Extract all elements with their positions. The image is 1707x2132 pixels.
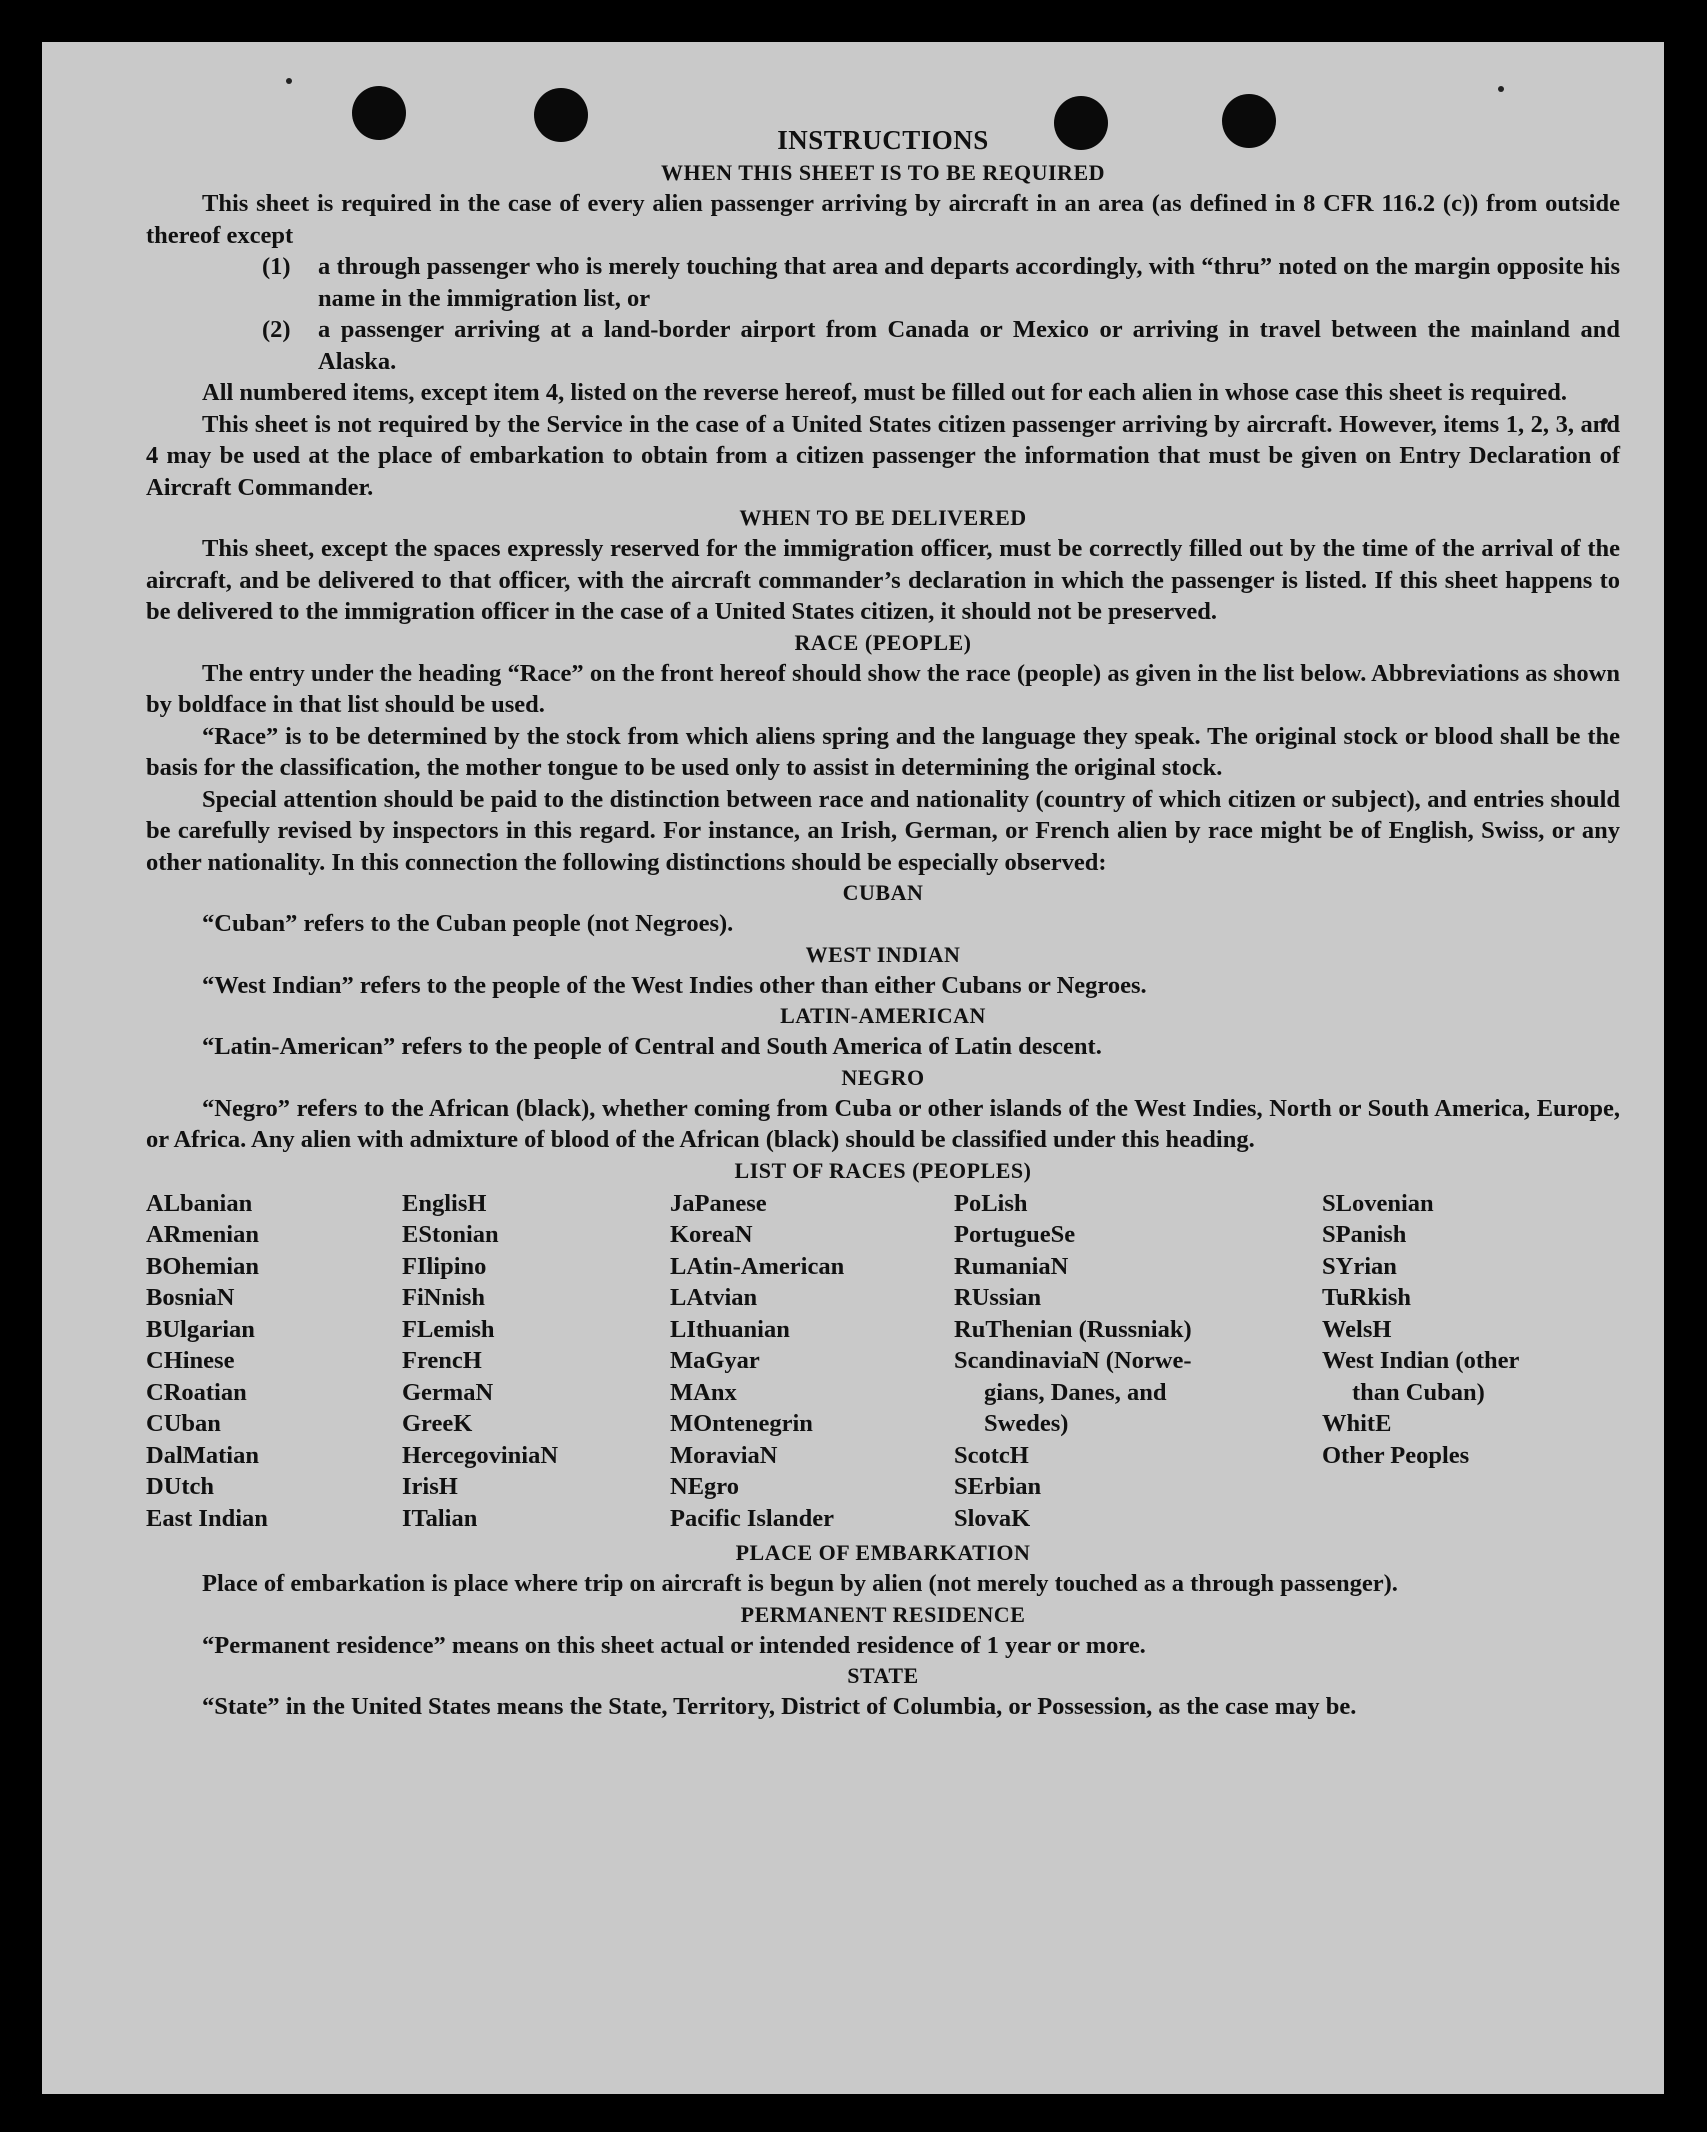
heading-list-of-races: LIST OF RACES (PEOPLES) (734, 1157, 1032, 1183)
race-item: MoraviaN (670, 1441, 778, 1469)
race-item: LAtvian (670, 1284, 758, 1311)
west-indian-text: “West Indian” refers to the people of the West Indies other than either Cubans or Negroes. (202, 971, 1147, 999)
race-item: ITalian (402, 1504, 478, 1532)
required-para: All numbered items, except item 4, listed on the reverse hereof, must be filled out for each alien in whose case this sheet is required. (202, 379, 1568, 406)
race-item: ScotcH (954, 1441, 1029, 1469)
race-item: NEgro (670, 1473, 739, 1500)
race-item: ARmenian (146, 1221, 259, 1248)
race-item: KoreaN (670, 1221, 753, 1248)
heading-delivered: WHEN TO BE DELIVERED (739, 505, 1027, 530)
exception-text: a through passenger who is merely touching that area and departs accordingly, with “thru” noted on the margin opposite his name in the immigration list, or (318, 253, 1620, 312)
race-item: WhitE (1322, 1410, 1392, 1437)
race-item: Pacific Islander (670, 1504, 834, 1532)
race-item: RuThenian (Russniak) (954, 1315, 1192, 1343)
residence-text: “Permanent residence” means on this sheet actual or intended residence of 1 year or more. (202, 1631, 1146, 1659)
race-item: BosniaN (146, 1284, 235, 1311)
exception-text: a passenger arriving at a land-border airport from Canada or Mexico or arriving in travel between the mainland and Alaska. (318, 316, 1620, 375)
exception-item (262, 314, 1620, 377)
race-item: East Indian (146, 1504, 268, 1532)
race-item: EStonian (402, 1221, 499, 1248)
race-item: MaGyar (670, 1347, 760, 1374)
race-item: MOntenegrin (670, 1410, 813, 1437)
race-item: ScandinaviaN (Norwe- (954, 1347, 1192, 1374)
race-item: HercegoviniaN (402, 1441, 559, 1469)
negro-text: “Negro” refers to the African (black), whether coming from Cuba or other islands of the West Indies, North or South America, Europe, or Africa. Any alien with admixture of blood of the African (black) should be classified under this heading. (146, 1094, 1620, 1153)
races-column-5 (1322, 1188, 1620, 1535)
race-item: SPanish (1322, 1221, 1407, 1248)
race-item: FLemish (402, 1315, 495, 1343)
race-item: BOhemian (146, 1252, 259, 1280)
race-item: CRoatian (146, 1378, 247, 1406)
latin-american-text: “Latin-American” refers to the people of Central and South America of Latin descent. (202, 1033, 1102, 1060)
heading-required: WHEN THIS SHEET IS TO BE REQUIRED (660, 160, 1106, 185)
race-item: FIlipino (402, 1252, 487, 1280)
race-item: Swedes) (984, 1410, 1069, 1437)
heading-latin-american: LATIN-AMERICAN (780, 1003, 986, 1028)
race-item: gians, Danes, and (984, 1378, 1167, 1406)
race-item: PoLish (954, 1189, 1028, 1217)
race-item: LIthuanian (670, 1315, 790, 1343)
required-para: This sheet is not required by the Service in the case of a United States citizen passenger arriving by aircraft. However, items 1, 2, 3, and 4 may be used at the place of embarkation to obtain from a citizen passenger the information that must be given on Entry Declaration of Aircraft Commander. (146, 410, 1620, 501)
speck (286, 78, 292, 84)
race-item: Other Peoples (1322, 1441, 1470, 1469)
required-intro: This sheet is required in the case of every alien passenger arriving by aircraft in an area (as defined in 8 CFR 116.2 (c)) from outside thereof except (146, 190, 1620, 249)
page-title: INSTRUCTIONS (777, 125, 989, 155)
cuban-text: “Cuban” refers to the Cuban people (not Negroes). (202, 910, 734, 937)
heading-race: RACE (PEOPLE) (794, 629, 972, 655)
race-item: CUban (146, 1410, 221, 1437)
race-item: than Cuban) (1352, 1378, 1485, 1406)
race-item: West Indian (other (1322, 1347, 1520, 1374)
embarkation-text: Place of embarkation is place where trip on aircraft is begun by alien (not merely touched as a through passenger). (202, 1570, 1398, 1597)
document-sheet (42, 42, 1664, 2094)
heading-embarkation: PLACE OF EMBARKATION (735, 1540, 1031, 1565)
delivered-text: This sheet, except the spaces expressly reserved for the immigration officer, must be correctly filled out by the time of the arrival of the aircraft, and be delivered to that officer, with the aircraft commander’s declaration in which the passenger is listed. If this sheet happens to be delivered to the immigration officer in the case of a United States citizen, it should not be preserved. (146, 535, 1620, 625)
instructions-content (146, 122, 1620, 1723)
races-column-3 (670, 1188, 954, 1535)
race-para: Special attention should be paid to the distinction between race and nationality (country of which citizen or subject), and entries should be carefully revised by inspectors in this regard. For instance, an Irish, German, or French alien by race might be of English, Swiss, or any other nationality. In this connection the following distinctions should be especially observed: (146, 785, 1620, 876)
race-item: GermaN (402, 1378, 494, 1406)
exception-number: (2) (262, 316, 291, 343)
exception-number: (1) (262, 253, 291, 280)
races-column-1 (146, 1188, 402, 1535)
race-item: DUtch (146, 1473, 215, 1500)
race-item: SYrian (1322, 1252, 1397, 1280)
race-para: “Race” is to be determined by the stock from which aliens spring and the language they speak. The original stock or blood shall be the basis for the classification, the mother tongue to be used only to assist in determining the original stock. (146, 722, 1620, 781)
race-item: ALbanian (146, 1189, 253, 1217)
race-item: JaPanese (670, 1189, 767, 1217)
races-column-4 (954, 1188, 1322, 1535)
race-item: WelsH (1322, 1315, 1392, 1343)
race-item: MAnx (670, 1378, 737, 1406)
race-item: SlovaK (954, 1504, 1031, 1532)
exception-item (262, 251, 1620, 314)
race-para: The entry under the heading “Race” on the front hereof should show the race (people) as given in the list below. Abbreviations as shown by boldface in that list should be used. (146, 659, 1620, 718)
race-item: BUlgarian (146, 1315, 255, 1343)
races-list (146, 1188, 1620, 1535)
races-column-2 (402, 1188, 670, 1535)
speck (1498, 86, 1504, 92)
race-item: CHinese (146, 1347, 235, 1374)
race-item: RUssian (954, 1284, 1042, 1311)
race-item: GreeK (402, 1410, 473, 1437)
heading-residence: PERMANENT RESIDENCE (740, 1601, 1026, 1627)
heading-west-indian: WEST INDIAN (805, 941, 961, 967)
heading-negro: NEGRO (841, 1064, 925, 1090)
race-item: PortugueSe (954, 1221, 1076, 1248)
race-item: IrisH (402, 1473, 458, 1500)
heading-state: STATE (847, 1663, 919, 1688)
race-item: FiNnish (402, 1284, 486, 1311)
race-item: SErbian (954, 1473, 1042, 1500)
race-item: FrencH (402, 1347, 482, 1374)
race-item: SLovenian (1322, 1189, 1434, 1217)
heading-cuban: CUBAN (842, 880, 924, 905)
state-text: “State” in the United States means the State, Territory, District of Columbia, or Possession, as the case may be. (202, 1693, 1357, 1720)
race-item: TuRkish (1322, 1284, 1412, 1311)
race-item: DalMatian (146, 1441, 259, 1469)
race-item: EnglisH (402, 1189, 487, 1217)
race-item: LAtin-American (670, 1252, 845, 1280)
race-item: RumaniaN (954, 1252, 1069, 1280)
